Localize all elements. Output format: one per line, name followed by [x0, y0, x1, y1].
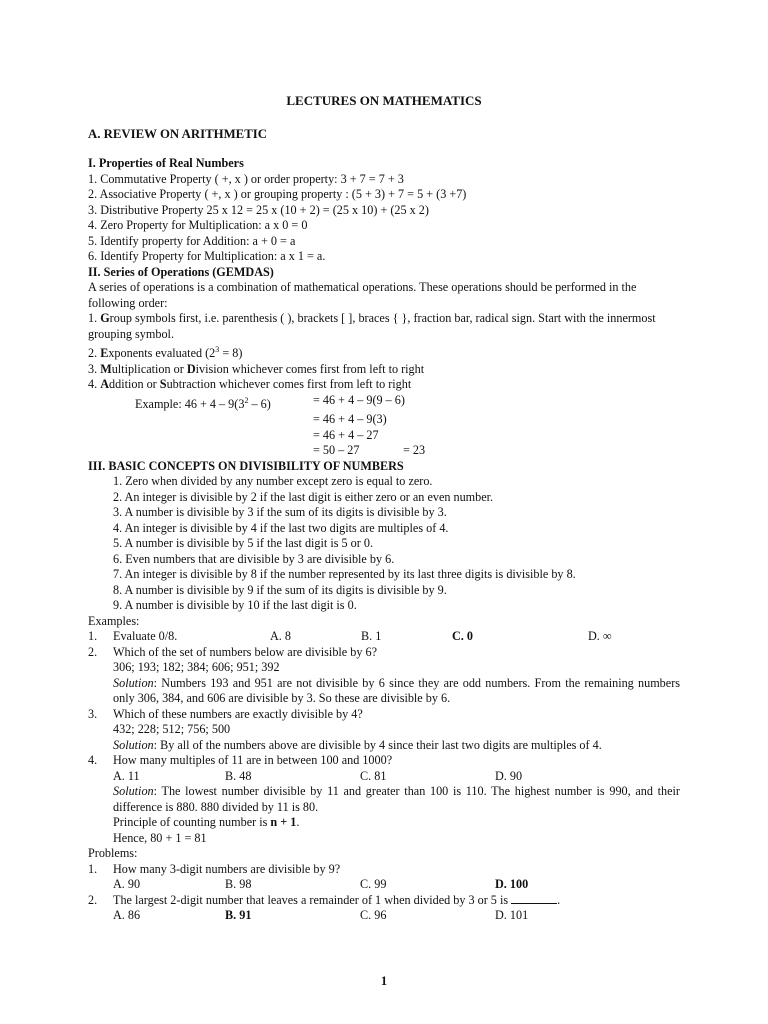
divisibility-rule: 2. An integer is divisible by 2 if the last digit is either zero or an even number. — [113, 489, 494, 504]
question-number: 2. — [88, 892, 98, 907]
choice-b: B. 91 — [225, 908, 252, 923]
question-text: How many 3-digit numbers are divisible by 9? — [113, 861, 341, 876]
divisibility-rule: 6. Even numbers that are divisible by 3 are divisible by 6. — [113, 551, 395, 566]
gemdas-addition-subtraction — [88, 377, 680, 393]
example-question — [88, 629, 680, 645]
gemdas-text: ivision whichever comes first from left to right — [195, 361, 425, 376]
example-step: = 50 – 27 — [313, 443, 360, 458]
gemdas-number: 2. — [88, 346, 101, 361]
gemdas-letter: S — [159, 377, 167, 392]
exponent: 2 — [244, 395, 249, 405]
divisibility-rule: 3. A number is divisible by 3 if the sum of its digits is divisible by 3. — [113, 505, 447, 520]
question-number: 2. — [88, 644, 98, 659]
choice-a: A. 90 — [113, 877, 141, 892]
question-text: How many multiples of 11 are in between 100 and 1000? — [113, 753, 393, 768]
operations-intro: A series of operations is a combination of mathematical operations. These operations should be performed in the following order: — [88, 280, 637, 310]
principle-end: . — [296, 815, 300, 830]
question-number: 3. — [88, 706, 98, 721]
gemdas-text: xponents evaluated (2 — [108, 346, 216, 361]
property-item: 3. Distributive Property 25 x 12 = 25 x (10 + 2) = (25 x 10) + (25 x 2) — [88, 202, 429, 217]
problem-question — [88, 862, 680, 878]
choice-c: C. 96 — [360, 908, 387, 923]
divisibility-rule: 5. A number is divisible by 5 if the last digit is 5 or 0. — [113, 536, 373, 551]
choice-a: A. 11 — [113, 768, 140, 783]
gemdas-letter: G — [100, 311, 110, 325]
gemdas-text: ultiplication or — [111, 361, 187, 376]
property-item: 4. Zero Property for Multiplication: a x 0 = 0 — [88, 218, 308, 232]
question-text: Evaluate 0/8. — [113, 629, 178, 644]
question-end: . — [557, 892, 561, 907]
page-title: LECTURES ON MATHEMATICS — [286, 93, 482, 108]
exponent: 3 — [215, 345, 220, 354]
principle-text — [88, 815, 680, 831]
example-row — [88, 443, 680, 459]
solution-body: : By all of the numbers above are divisible by 4 since their last two digits are multiples of 4. — [153, 737, 602, 752]
principle-label: Principle of counting number is — [113, 815, 271, 830]
choice-c: C. 0 — [452, 629, 473, 644]
document-page — [88, 88, 680, 924]
section-a-heading: A. REVIEW ON ARITHMETIC — [88, 126, 267, 141]
choice-d: D. 101 — [495, 908, 529, 923]
gemdas-text: = 8) — [219, 346, 243, 361]
gemdas-exponents — [88, 342, 680, 362]
solution-label: Solution — [113, 675, 154, 690]
solution-label: Solution — [113, 737, 154, 752]
divisibility-heading: III. BASIC CONCEPTS ON DIVISIBILITY OF NUMBERS — [88, 458, 404, 473]
examples-label: Examples: — [88, 613, 140, 628]
choice-c: C. 99 — [360, 877, 387, 892]
example-question — [88, 753, 680, 769]
gemdas-text: roup symbols first, i.e. parenthesis ( ), brackets [ ], braces { }, fraction bar, radical sign. Start with the innermost grouping symbol. — [88, 311, 656, 341]
choice-d: D. 100 — [495, 877, 529, 892]
example-row — [88, 393, 680, 413]
solution-text — [88, 784, 680, 815]
example-row — [88, 428, 680, 444]
choice-a: A. 8 — [270, 629, 291, 644]
choice-b: B. 48 — [225, 768, 252, 783]
solution-text — [88, 738, 680, 754]
question-number: 1. — [88, 629, 98, 644]
example-question — [88, 707, 680, 723]
solution-body: : Numbers 193 and 951 are not divisible by 6 since they are odd numbers. From the remaining numbers only 306, 384, and 606 are divisible by 3. So these are divisible by 6. — [113, 675, 680, 706]
gemdas-letter: E — [100, 346, 109, 361]
question-text: Which of the set of numbers below are divisible by 6? — [113, 644, 377, 659]
gemdas-number: 1. — [88, 311, 101, 325]
principle-formula: n + 1 — [270, 815, 297, 830]
gemdas-multiplication-division — [88, 362, 680, 378]
choice-d: D. 90 — [495, 768, 523, 783]
solution-label: Solution — [113, 784, 154, 799]
number-set: 306; 193; 182; 384; 606; 951; 392 — [113, 660, 280, 675]
choice-a: A. 86 — [113, 908, 141, 923]
divisibility-rule: 7. An integer is divisible by 8 if the number represented by its last three digits is divisible by 8. — [113, 567, 576, 582]
question-number: 4. — [88, 753, 98, 768]
gemdas-letter: D — [186, 361, 196, 376]
choices-row — [88, 908, 680, 924]
property-item: 5. Identify property for Addition: a + 0 = a — [88, 233, 296, 248]
choice-b: B. 98 — [225, 877, 252, 892]
problem-question — [88, 893, 680, 909]
gemdas-number: 4. — [88, 377, 101, 392]
gemdas-letter: A — [100, 377, 109, 392]
example-label: Example: 46 + 4 – 9(3 — [135, 396, 245, 411]
example-step: = 46 + 4 – 9(3) — [313, 412, 387, 427]
divisibility-rule: 8. A number is divisible by 9 if the sum of its digits is divisible by 9. — [113, 582, 447, 597]
property-item: 6. Identify Property for Multiplication: a x 1 = a. — [88, 249, 326, 263]
problems-label: Problems: — [88, 846, 138, 861]
example-step: = 46 + 4 – 27 — [313, 427, 379, 442]
operations-heading: II. Series of Operations (GEMDAS) — [88, 264, 274, 279]
gemdas-text: ddition or — [109, 377, 160, 392]
divisibility-rule: 4. An integer is divisible by 4 if the last two digits are multiples of 4. — [113, 520, 449, 535]
question-text: The largest 2-digit number that leaves a remainder of 1 when divided by 3 or 5 is — [113, 892, 512, 907]
gemdas-letter: M — [100, 361, 112, 376]
question-text: Which of these numbers are exactly divisible by 4? — [113, 706, 363, 721]
example-expression — [88, 393, 313, 413]
example-result: = 23 — [403, 443, 426, 458]
solution-body: : The lowest number divisible by 11 and greater than 100 is 110. The highest number is 990, and their difference is 880. 880 divided by 11 is 80. — [113, 784, 680, 814]
example-question — [88, 645, 680, 661]
gemdas-group — [88, 311, 680, 342]
question-number: 1. — [88, 861, 98, 876]
number-set: 432; 228; 512; 756; 500 — [113, 722, 231, 737]
choice-b: B. 1 — [361, 629, 382, 644]
property-item: 2. Associative Property ( +, x ) or grouping property : (5 + 3) + 7 = 5 + (3 +7) — [88, 187, 467, 201]
choice-c: C. 81 — [360, 768, 387, 783]
divisibility-rule: 9. A number is divisible by 10 if the last digit is 0. — [113, 598, 357, 613]
properties-heading: I. Properties of Real Numbers — [88, 156, 244, 170]
example-row — [88, 412, 680, 428]
answer-blank — [511, 893, 557, 904]
hence-text: Hence, 80 + 1 = 81 — [113, 830, 207, 845]
property-item: 1. Commutative Property ( +, x ) or order property: 3 + 7 = 7 + 3 — [88, 171, 404, 186]
choices-row — [88, 877, 680, 893]
gemdas-text: ubtraction whichever comes first from left to right — [166, 377, 412, 392]
example-step: = 46 + 4 – 9(9 – 6) — [313, 392, 405, 407]
choices-row — [88, 769, 680, 785]
page-number: 1 — [380, 974, 388, 988]
gemdas-number: 3. — [88, 361, 101, 376]
choice-d: D. ∞ — [588, 629, 612, 644]
example-end: – 6) — [248, 396, 271, 411]
solution-text — [88, 676, 680, 707]
divisibility-rule: 1. Zero when divided by any number except zero is equal to zero. — [113, 474, 433, 489]
